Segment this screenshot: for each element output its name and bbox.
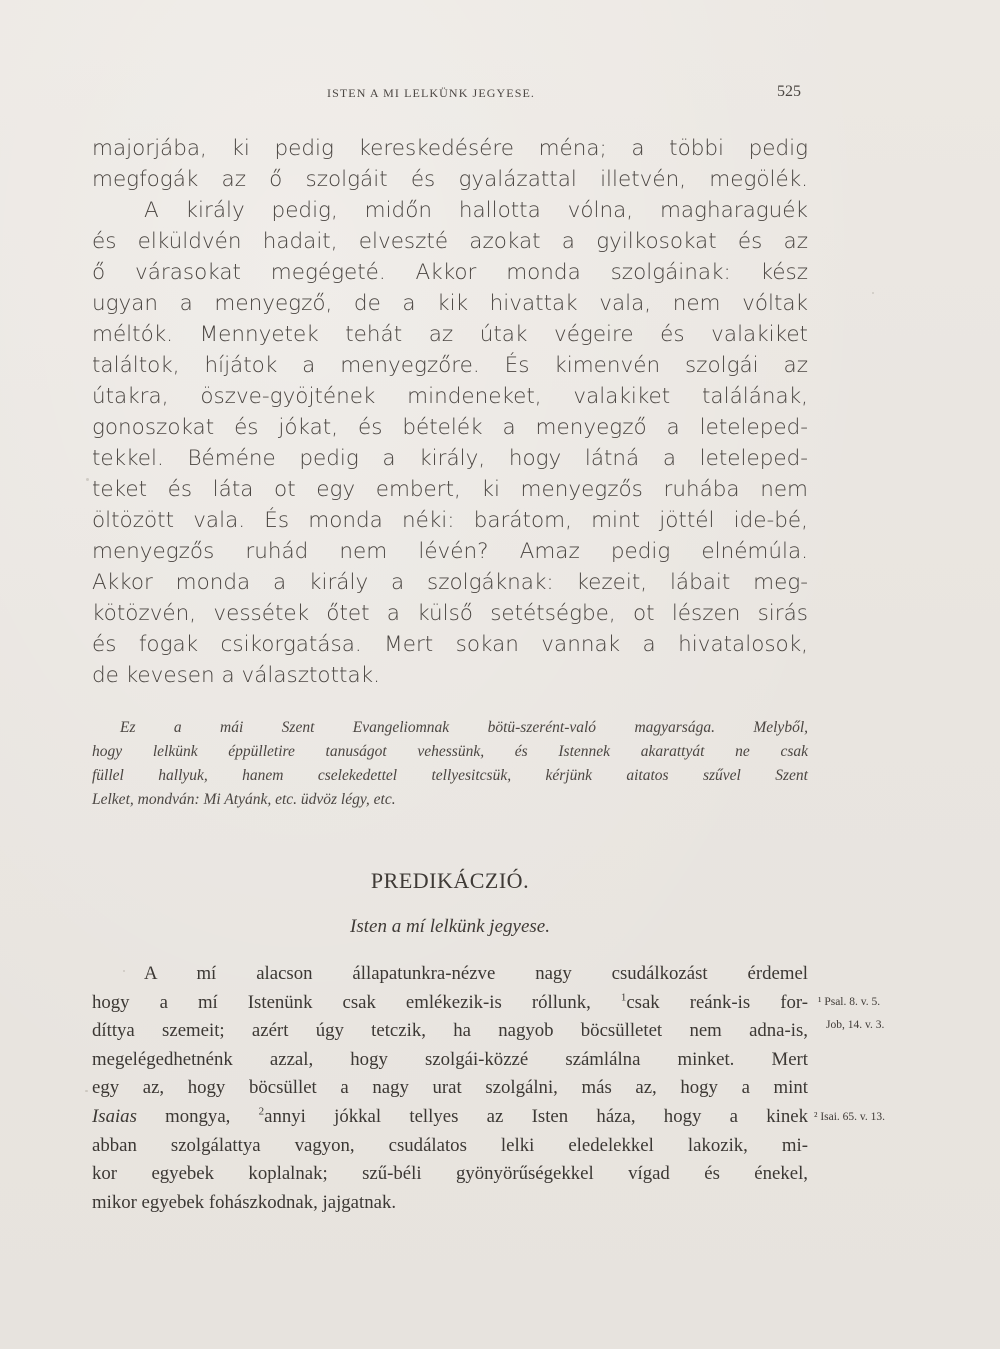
sermon-line <box>92 989 808 1018</box>
sermon-line <box>92 1132 808 1161</box>
running-head: ISTEN A MI LELKÜNK JEGYESE. <box>327 86 536 100</box>
gospel-text <box>92 133 808 691</box>
prayer-line: füllel hallyuk, hanem cselekedettel tellyesitcsük, kérjünk aitatos szűvel Szent <box>92 767 808 784</box>
text-line: kötözvén, vessétek őtet a külső setétségbe, ot lészen sirás <box>92 601 808 626</box>
sermon-line-text: hogy a mí Istenünk csak emlékezik-is róllunk, <box>92 991 621 1013</box>
paper-speck <box>85 1090 88 1092</box>
sermon-line-text: díttya szemeit; azért úgy tetczik, ha nagyob böcsülletet nem adna-is, <box>92 1020 808 1042</box>
paper-speck <box>86 478 89 481</box>
paper-speck <box>123 970 125 972</box>
text-line: találtok, híjátok a menyegzőre. És kimenvén szolgái az <box>92 353 808 378</box>
text-line: megfogák az ő szolgáit és gyalázattal illetvén, megölék. <box>92 167 808 192</box>
text-line: öltözött vala. És monda néki: barátom, mint jöttél ide-bé, <box>92 508 808 533</box>
margin-note: ¹ Psal. 8. v. 5. <box>818 996 881 1008</box>
sermon-line-text: abban szolgálattya vagyon, csudálatos lelki eledelekkel lakozik, mi- <box>92 1134 808 1156</box>
sermon-line <box>92 1017 808 1046</box>
sermon-line-text: mongya, <box>136 1105 259 1127</box>
sermon-line <box>92 1074 808 1103</box>
sermon-line-text: egy az, hogy böcsüllet a nagy urat szolgálni, más az, hogy a mint <box>92 1077 808 1099</box>
text-line: A király pedig, midőn hallotta vólna, magharaguék <box>144 198 808 223</box>
sermon-line <box>92 1103 808 1132</box>
text-line: menyegzős ruhád nem lévén? Amaz pedig elnémúla. <box>92 539 808 564</box>
prayer-line: hogy lelkünk éppülletire tanuságot vehessünk, és Istennek akarattyát ne csak <box>92 743 808 760</box>
sermon-line-text: csak reánk-is for- <box>626 991 809 1013</box>
margin-note: ² Isai. 65. v. 13. <box>814 1111 886 1123</box>
sermon-line-text: megelégedhetnénk azzal, hogy szolgái-közzé számlálna minket. Mert <box>92 1048 808 1070</box>
sermon-line <box>92 960 808 989</box>
prayer-line: Lelket, mondván: Mi Atyánk, etc. üdvöz légy, etc. <box>92 791 396 808</box>
text-line: gonoszokat és jókat, és bételék a menyegző a leteleped- <box>92 415 808 440</box>
text-line: és fogak csikorgatása. Mert sokan vannak a hivatalosok, <box>92 632 808 657</box>
prayer-paragraph <box>92 716 808 812</box>
sermon-line-text: mikor egyebek fohászkodnak, jajgatnak. <box>92 1191 397 1213</box>
text-line: útakra, öszve-gyöjtének mindeneket, valakiket találának, <box>92 384 808 409</box>
sermon-line <box>92 1160 808 1189</box>
footnote-marker: 1 <box>620 991 627 1004</box>
prayer-line: Ez a mái Szent Evangeliomnak bötü-szerént-való magyarsága. Melyből, <box>120 719 808 736</box>
sermon-text <box>92 960 808 1217</box>
text-line: méltók. Mennyetek tehát az útak végeire és valakiket <box>92 322 808 347</box>
section-subheading: Isten a mí lelkünk jegyese. <box>350 916 550 937</box>
text-line: ugyan a menyegző, de a kik hivattak vala, nem vóltak <box>92 291 808 316</box>
section-heading: PREDIKÁCZIÓ. <box>370 868 530 893</box>
text-line: és elküldvén hadait, elveszté azokat a gyilkosokat és az <box>92 229 808 254</box>
sermon-line-text: A mí alacson állapatunkra-nézve nagy csudálkozást érdemel <box>144 963 808 984</box>
text-line: ő várasokat megégeté. Akkor monda szolgáinak: kész <box>92 260 808 285</box>
text-line: teket és láta ot egy embert, ki menyegzős ruhába nem <box>92 477 808 502</box>
text-line: tekkel. Béméne pedig a király, hogy látná a leteleped- <box>92 446 808 471</box>
text-line: Akkor monda a király a szolgáknak: kezeit, lábait meg- <box>92 570 808 595</box>
page-number: 525 <box>777 83 801 100</box>
margin-note: Job, 14. v. 3. <box>826 1019 885 1031</box>
sermon-line-text: annyi jókkal tellyes az Isten háza, hogy a kinek <box>264 1105 808 1127</box>
sermon-line-text: kor egyebek koplalnak; szű-béli gyönyörűségekkel vígad és énekel, <box>92 1163 808 1185</box>
sermon-line-text-italic: Isaias <box>92 1105 137 1127</box>
text-line: majorjába, ki pedig kereskedésére ména; a többi pedig <box>92 136 808 161</box>
sermon-line <box>92 1046 808 1075</box>
footnote-marker: 2 <box>258 1105 265 1118</box>
text-line: de kevesen a választottak. <box>92 663 380 688</box>
sermon-line <box>92 1189 808 1218</box>
paper-speck <box>872 292 874 294</box>
